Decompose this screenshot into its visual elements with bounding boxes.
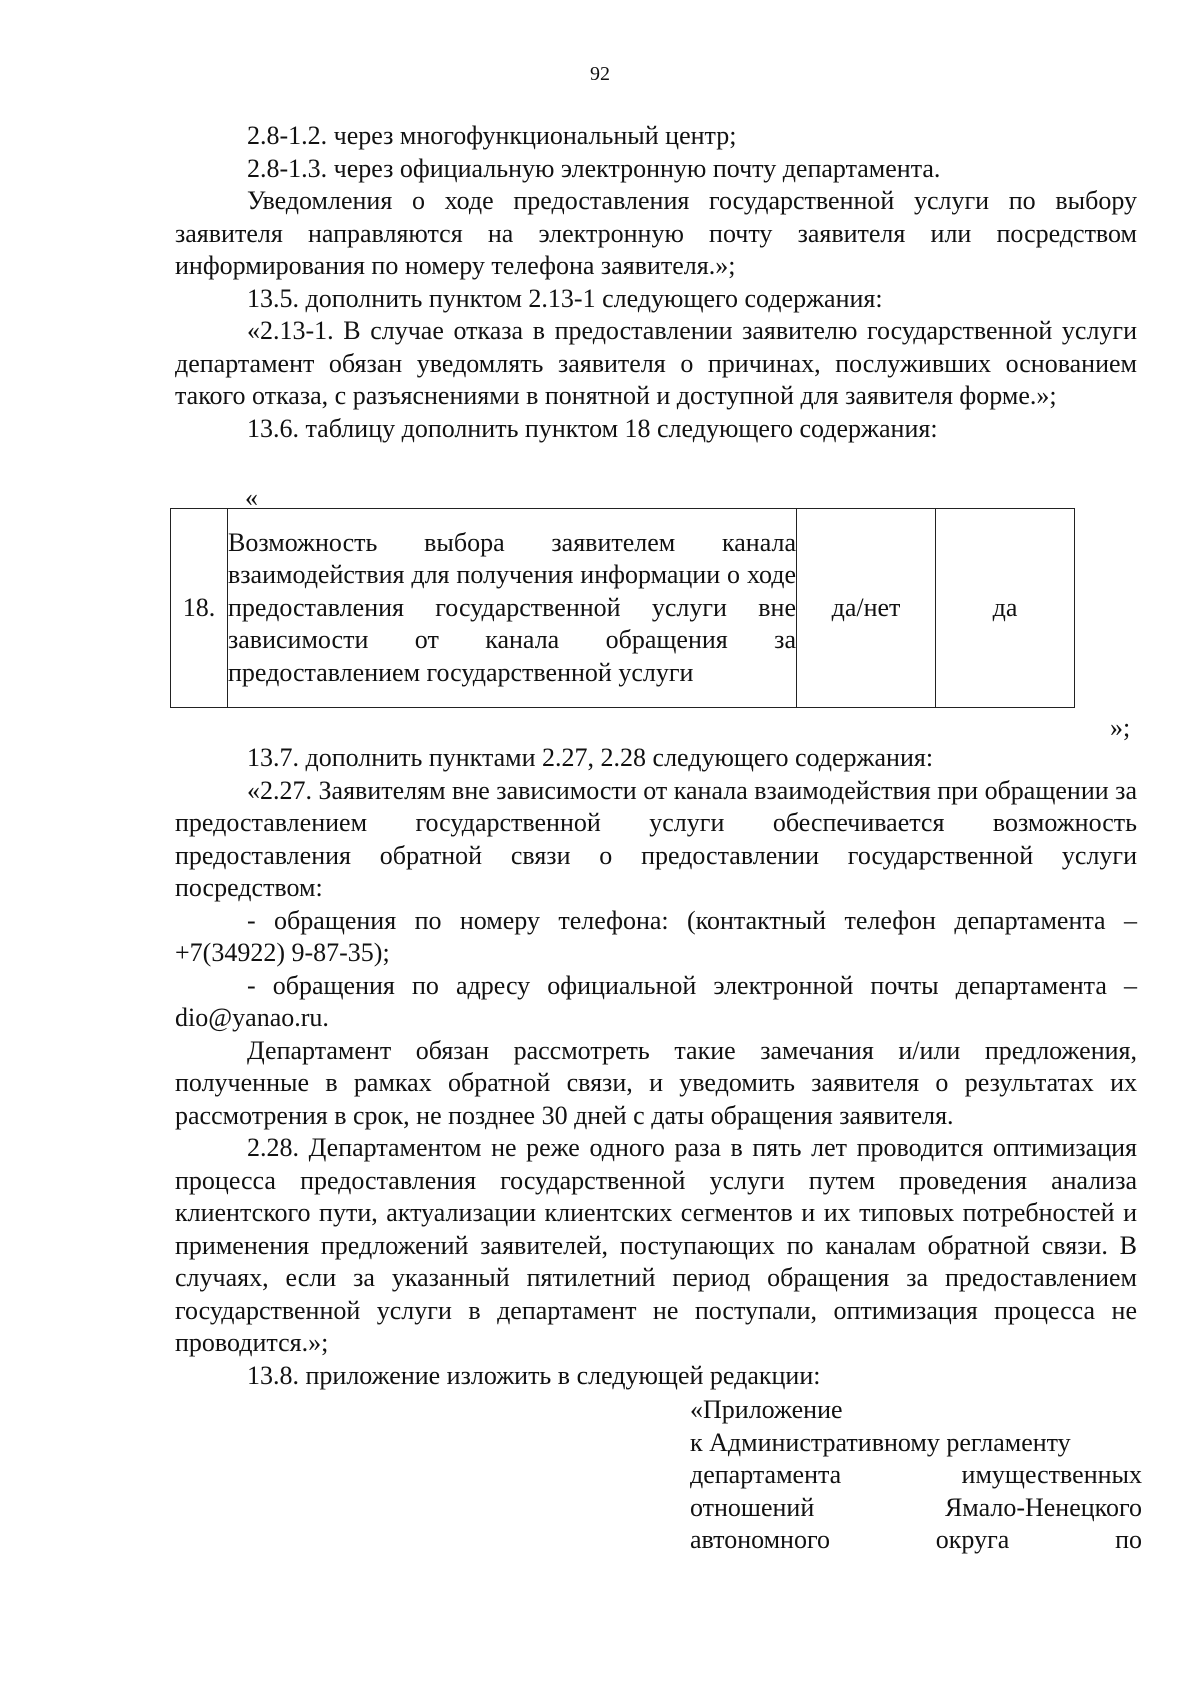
appendix-line: отношений Ямало-Ненецкого (690, 1492, 1142, 1522)
row-unit-cell: да/нет (797, 509, 936, 708)
appendix-line: к Административному регламенту (690, 1427, 1071, 1457)
paragraph-phone: - обращения по номеру телефона: (контактный телефон департамента – +7(34922) 9-87-35); (175, 905, 1137, 967)
bottom-text-block (175, 742, 1137, 1392)
table-row (171, 509, 1075, 708)
table-open-quote: « (245, 483, 258, 512)
page-number: 92 (590, 63, 610, 85)
appendix-line: «Приложение (690, 1395, 843, 1424)
paragraph-13-7: 13.7. дополнить пунктами 2.27, 2.28 следующего содержания: (247, 743, 934, 772)
paragraph-email: - обращения по адресу официальной электронной почты департамента – dio@yanao.ru. (175, 970, 1137, 1032)
paragraph-2-27: «2.27. Заявителям вне зависимости от канала взаимодействия при обращении за предоставлением государственной услуги обеспечивается возможность предоставления обратной связи о предоставлении государственной услуги посредством: (175, 775, 1137, 902)
appendix-heading-block (690, 1394, 1142, 1557)
paragraph-2-28: 2.28. Департаментом не реже одного раза в пять лет проводится оптимизация процесса предоставления государственной услуги путем проведения анализа клиентского пути, актуализации клиентских сегментов и их типовых потребностей и применения предложений заявителей, поступающих по каналам обратной связи. В случаях, если за указанный пятилетний период обращения за предоставлением государственной услуги в департамент не поступали, оптимизация процесса не проводится.»; (175, 1133, 1137, 1357)
paragraph-2-13-1: «2.13-1. В случае отказа в предоставлении заявителю государственной услуги департамент обязан уведомлять заявителя о причинах, послуживших основанием такого отказа, с разъяснениями в понятной и доступной для заявителя форме.»; (175, 316, 1137, 410)
appendix-line: департамента имущественных (690, 1460, 1142, 1489)
appendix-line: автономного округа по (690, 1525, 1142, 1554)
amendment-table (170, 508, 1075, 708)
paragraph-13-8: 13.8. приложение изложить в следующей редакции: (247, 1360, 821, 1390)
paragraph-13-5: 13.5. дополнить пунктом 2.13-1 следующего содержания: (247, 283, 883, 313)
row-number-cell: 18. (171, 509, 228, 708)
row-description-cell: Возможность выбора заявителем канала взаимодействия для получения информации о ходе предоставления государственной услуги вне зависимости от канала обращения за предоставлением государственной услуги (228, 509, 797, 708)
top-text-block (175, 120, 1137, 445)
paragraph-notifications: Уведомления о ходе предоставления государственной услуги по выбору заявителя направляются на электронную почту заявителя или посредством информирования по номеру телефона заявителя.»; (175, 186, 1137, 280)
paragraph-2-8-1-2: 2.8-1.2. через многофункциональный центр; (247, 121, 737, 150)
paragraph-feedback-review: Департамент обязан рассмотреть такие замечания и/или предложения, полученные в рамках обратной связи, и уведомить заявителя о результатах их рассмотрения в срок, не позднее 30 дней с даты обращения заявителя. (175, 1035, 1137, 1130)
paragraph-13-6: 13.6. таблицу дополнить пунктом 18 следующего содержания: (247, 413, 938, 443)
table-close-quote: »; (1110, 713, 1131, 742)
row-value-cell: да (936, 509, 1075, 708)
paragraph-2-8-1-3: 2.8-1.3. через официальную электронную почту департамента. (247, 153, 941, 183)
